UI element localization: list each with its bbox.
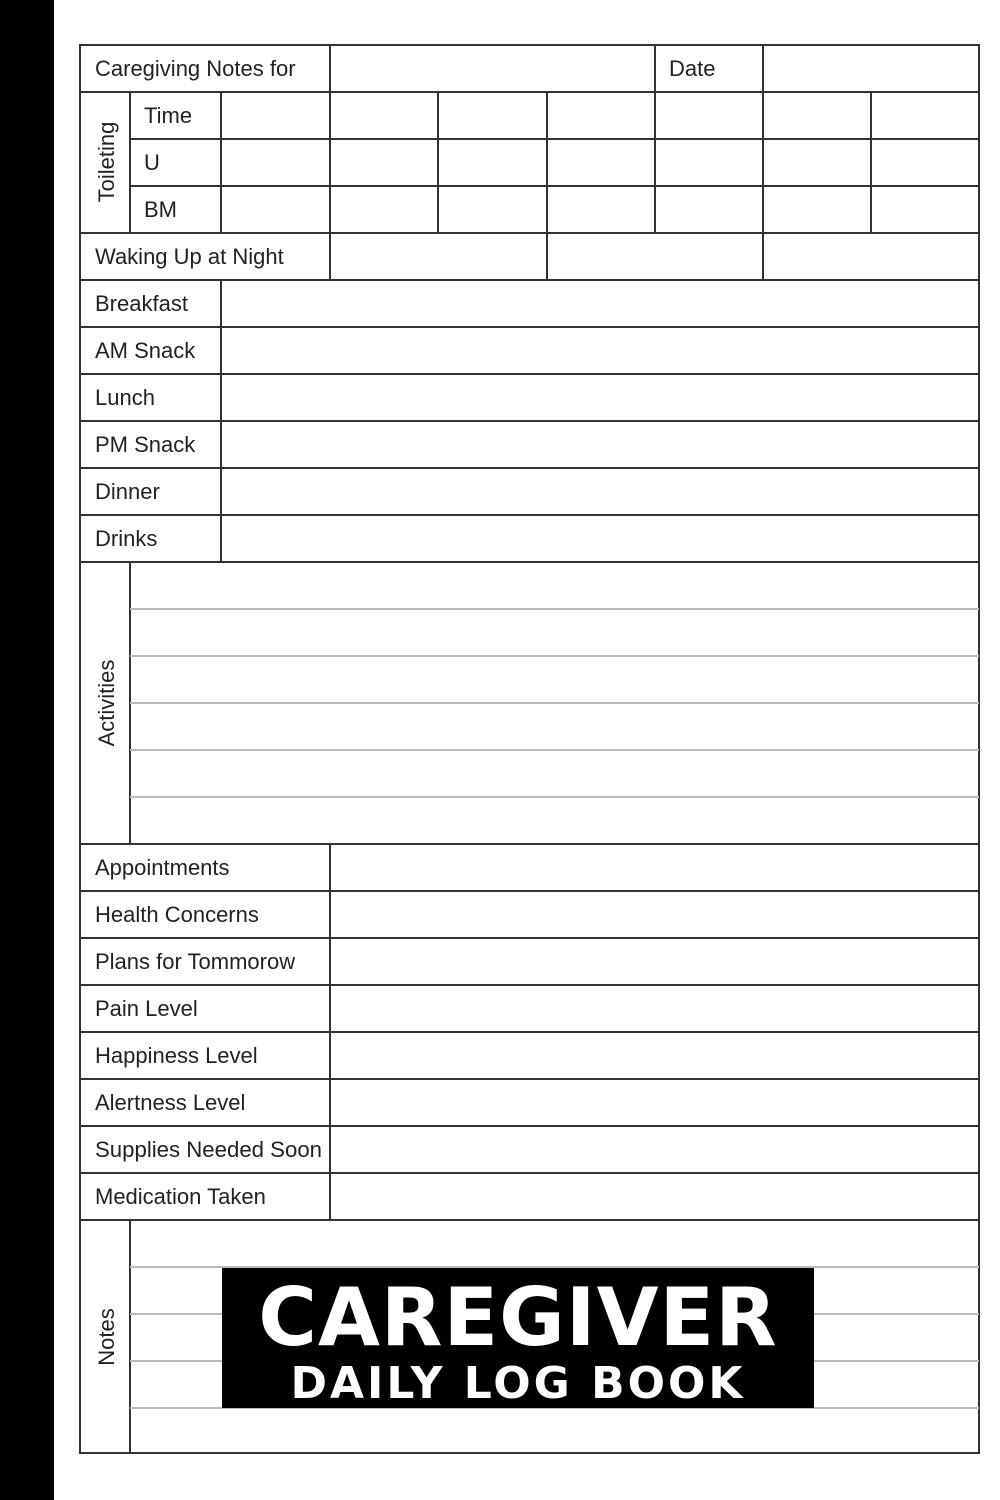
cover-title: CAREGIVER <box>258 1271 778 1364</box>
notes-section-label: Notes <box>94 1308 119 1366</box>
meal-label-pm-snack: PM Snack <box>95 432 196 457</box>
detail-label-alertness-level: Alertness Level <box>95 1090 246 1115</box>
meal-label-drinks: Drinks <box>95 526 158 551</box>
meal-label-lunch: Lunch <box>95 385 155 410</box>
toileting-row-time: Time <box>144 103 193 128</box>
toileting-row-u: U <box>144 150 160 175</box>
detail-label-health-concerns: Health Concerns <box>95 902 259 927</box>
detail-label-pain-level: Pain Level <box>95 996 198 1021</box>
activities-section-label: Activities <box>94 659 119 747</box>
detail-label-supplies-needed: Supplies Needed Soon <box>95 1137 322 1162</box>
detail-label-plans-for-tomorrow: Plans for Tommorow <box>95 949 296 974</box>
caregiving-notes-label: Caregiving Notes for <box>95 56 296 81</box>
cover-subtitle: DAILY LOG BOOK <box>290 1358 746 1409</box>
meal-label-am-snack: AM Snack <box>95 338 196 363</box>
date-label: Date <box>669 56 716 81</box>
detail-label-medication-taken: Medication Taken <box>95 1184 266 1209</box>
detail-label-happiness-level: Happiness Level <box>95 1043 258 1068</box>
toileting-section-label: Toileting <box>94 121 119 203</box>
cover-title-banner <box>222 1268 814 1408</box>
meal-label-breakfast: Breakfast <box>95 291 188 316</box>
waking-up-at-night-label: Waking Up at Night <box>95 244 284 269</box>
detail-label-appointments: Appointments <box>95 855 230 880</box>
meal-label-dinner: Dinner <box>95 479 160 504</box>
toileting-row-bm: BM <box>144 197 177 222</box>
